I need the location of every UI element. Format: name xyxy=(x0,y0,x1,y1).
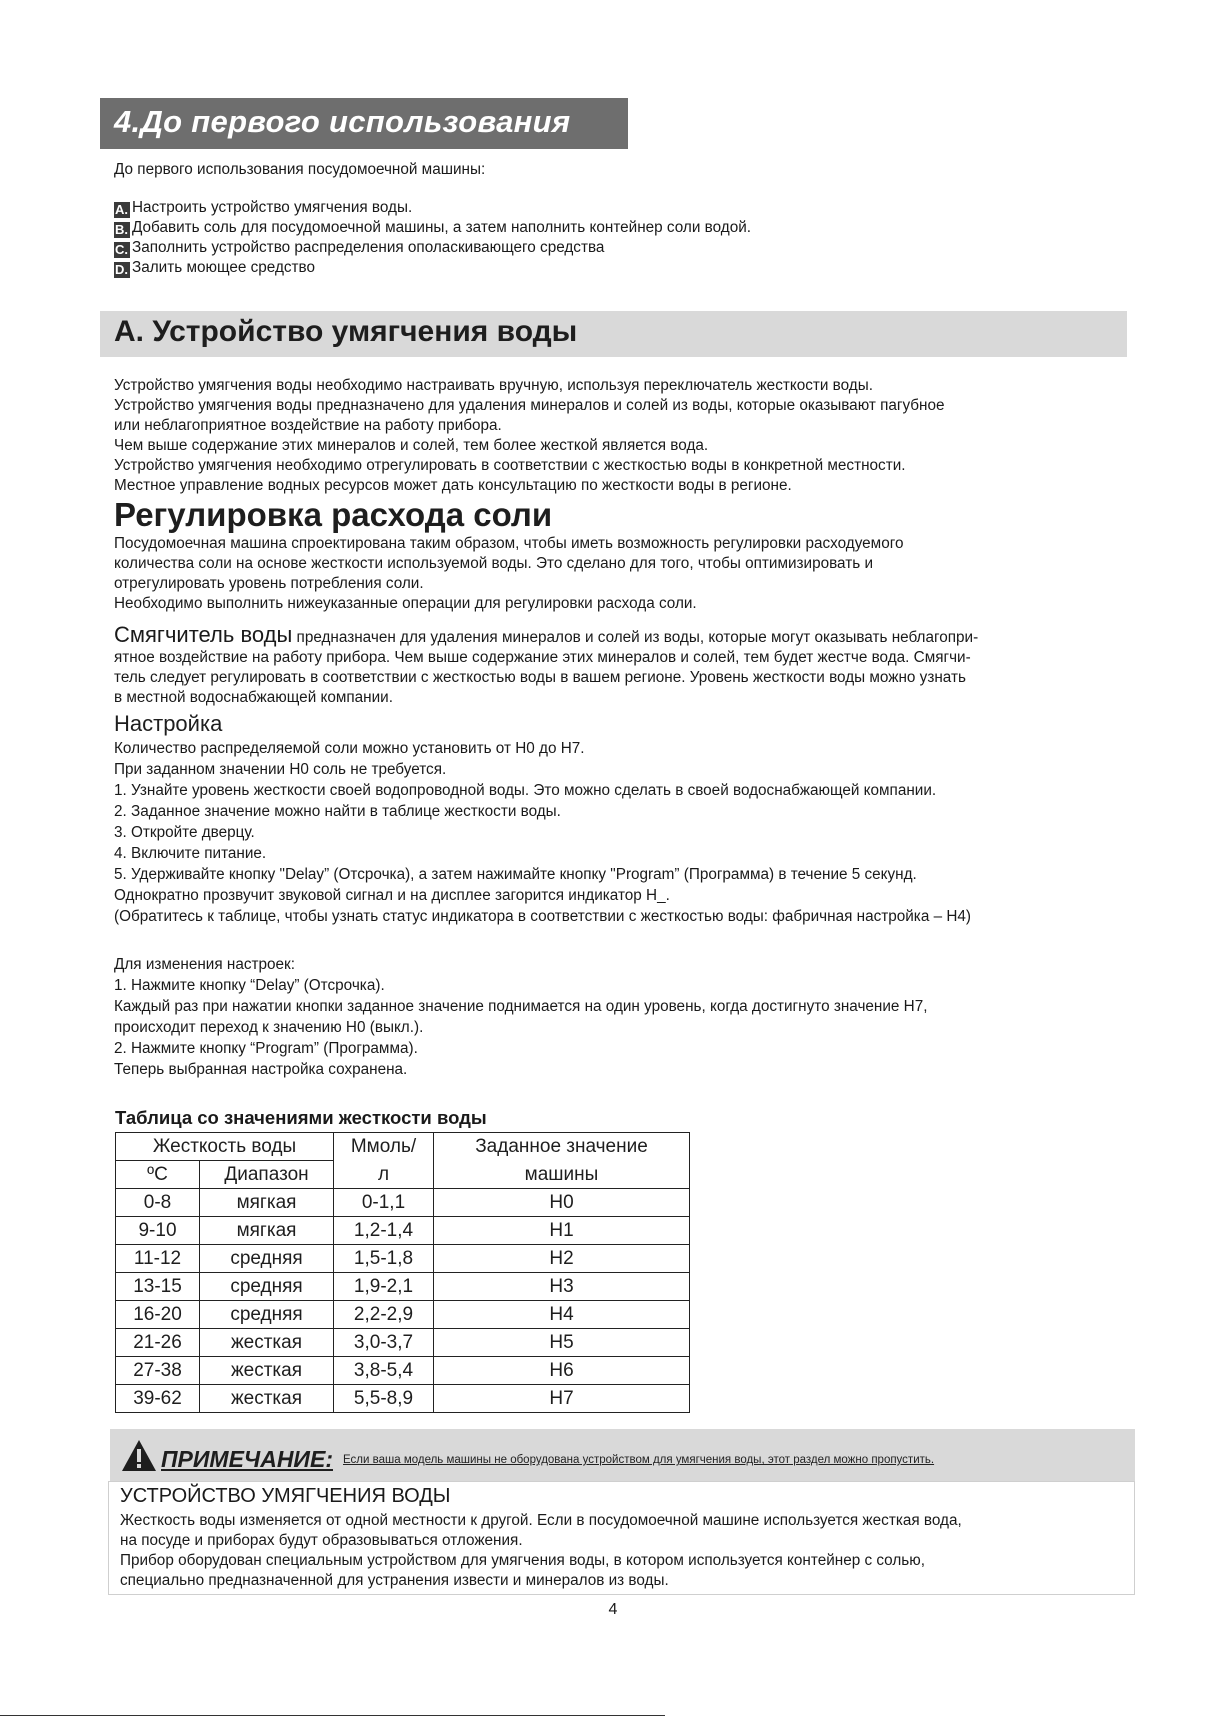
note-title: ПРИМЕЧАНИЕ: xyxy=(161,1446,333,1472)
setup-line: Однократно прозвучит звуковой сигнал и на дисплее загорится индикатор H_. xyxy=(114,887,670,904)
cell-degrees: 27-38 xyxy=(116,1357,200,1385)
bottom-rule xyxy=(0,1715,665,1716)
step-a xyxy=(114,198,412,218)
cell-mmol: 1,2-1,4 xyxy=(334,1217,434,1245)
softener-line: тель следует регулировать в соответствии с жесткостью воды в вашем регионе. Уровень жесткости воды можно узнать xyxy=(114,669,966,686)
softener-box-title: УСТРОЙСТВО УМЯГЧЕНИЯ ВОДЫ xyxy=(120,1485,451,1507)
change-line: Каждый раз при нажатии кнопки заданное значение поднимается на один уровень, когда достигнуто значение H7, xyxy=(114,998,928,1015)
cell-mmol: 0-1,1 xyxy=(334,1189,434,1217)
step-badge: B. xyxy=(115,222,128,237)
change-line: Теперь выбранная настройка сохранена. xyxy=(114,1061,408,1078)
table-row xyxy=(116,1189,690,1217)
softener-line: предназначен для удаления минералов и солей из воды, которые могут оказывать неблагопри- xyxy=(292,629,979,646)
header-degrees: ºC xyxy=(116,1161,200,1189)
cell-range: жесткая xyxy=(200,1385,334,1413)
softener-box-line: Жесткость воды изменяется от одной местности к другой. Если в посудомоечной машине используется жесткая вода, xyxy=(120,1512,962,1529)
cell-range: мягкая xyxy=(200,1189,334,1217)
table-row xyxy=(116,1301,690,1329)
setup-line: 4. Включите питание. xyxy=(114,845,267,862)
salt-line: Посудомоечная машина спроектирована таким образом, чтобы иметь возможность регулировки расходуемого xyxy=(114,535,904,552)
header-mmol-top: Ммоль/ xyxy=(334,1133,434,1161)
softener-box-line: специально предназначенной для устранения извести и минералов из воды. xyxy=(120,1572,669,1589)
cell-degrees: 9-10 xyxy=(116,1217,200,1245)
cell-mmol: 1,9-2,1 xyxy=(334,1273,434,1301)
cell-mmol: 5,5-8,9 xyxy=(334,1385,434,1413)
cell-setting: H7 xyxy=(434,1385,690,1413)
cell-mmol: 2,2-2,9 xyxy=(334,1301,434,1329)
cell-degrees: 16-20 xyxy=(116,1301,200,1329)
setup-line: (Обратитесь к таблице, чтобы узнать статус индикатора в соответствии с жесткостью воды: фабричная настройка – H4) xyxy=(114,908,971,925)
salt-heading: Регулировка расхода соли xyxy=(114,496,553,533)
change-line: происходит переход к значению H0 (выкл.). xyxy=(114,1019,424,1036)
setup-line: При заданном значении H0 соль не требуется. xyxy=(114,761,447,778)
cell-mmol: 3,8-5,4 xyxy=(334,1357,434,1385)
softener-box-line: на посуде и приборах будут образовываться отложения. xyxy=(120,1532,523,1549)
note-banner xyxy=(110,1429,1135,1481)
step-c xyxy=(114,238,604,258)
setup-line: 3. Откройте дверцу. xyxy=(114,824,255,841)
cell-mmol: 3,0-3,7 xyxy=(334,1329,434,1357)
softener-box-line: Прибор оборудован специальным устройством для умягчения воды, в котором используется контейнер с солью, xyxy=(120,1552,925,1569)
step-text: Залить моющее средство xyxy=(132,259,315,276)
cell-setting: H5 xyxy=(434,1329,690,1357)
table-title: Таблица со значениями жесткости воды xyxy=(115,1107,487,1128)
softener-line: ятное воздействие на работу прибора. Чем выше содержание этих минералов и солей, тем будет жестче вода. Смягчи- xyxy=(114,649,971,666)
section-a-line: Устройство умягчения воды предназначено для удаления минералов и солей из воды, которые оказывают пагубное xyxy=(114,397,945,414)
table-row xyxy=(116,1217,690,1245)
header-hardness: Жесткость воды xyxy=(116,1133,334,1161)
hardness-table xyxy=(115,1132,690,1413)
section-header-title: 4.До первого использования xyxy=(114,104,571,139)
change-line: Для изменения настроек: xyxy=(114,956,295,973)
change-line: 1. Нажмите кнопку “Delay” (Отсрочка). xyxy=(114,977,385,994)
softener-intro xyxy=(114,622,978,651)
cell-setting: H1 xyxy=(434,1217,690,1245)
section-a-line: Чем выше содержание этих минералов и солей, тем более жесткой является вода. xyxy=(114,437,709,454)
setup-heading: Настройка xyxy=(114,711,223,736)
salt-line: Необходимо выполнить нижеуказанные операции для регулировки расхода соли. xyxy=(114,595,697,612)
table-row xyxy=(116,1385,690,1413)
section-a-line: Местное управление водных ресурсов может дать консультацию по жесткости воды в регионе. xyxy=(114,477,792,494)
step-text: Заполнить устройство распределения ополаскивающего средства xyxy=(132,239,605,256)
table-row xyxy=(116,1357,690,1385)
section-a-line: Устройство умягчения необходимо отрегулировать в соответствии с жесткостью воды в конкретной местности. xyxy=(114,457,906,474)
cell-mmol: 1,5-1,8 xyxy=(334,1245,434,1273)
setup-line: 1. Узнайте уровень жесткости своей водопроводной воды. Это можно сделать в своей водоснабжающей компании. xyxy=(114,782,937,799)
intro-text: До первого использования посудомоечной машины: xyxy=(114,161,486,178)
header-setting-top: Заданное значение xyxy=(434,1133,690,1161)
warning-triangle-icon xyxy=(121,1439,157,1472)
section-a-title: A. Устройство умягчения воды xyxy=(114,315,578,348)
section-a-line: Устройство умягчения воды необходимо настраивать вручную, используя переключатель жесткости воды. xyxy=(114,377,873,394)
cell-range: средняя xyxy=(200,1301,334,1329)
header-range: Диапазон xyxy=(200,1161,334,1189)
cell-setting: H3 xyxy=(434,1273,690,1301)
step-badge: A. xyxy=(115,202,128,217)
header-setting-bottom: машины xyxy=(434,1161,690,1189)
softener-box xyxy=(108,1481,1135,1595)
note-text: Если ваша модель машины не оборудована устройством для умягчения воды, этот раздел можно пропустить. xyxy=(343,1454,935,1466)
cell-range: жесткая xyxy=(200,1329,334,1357)
table-row xyxy=(116,1245,690,1273)
page-number: 4 xyxy=(608,1601,618,1618)
salt-line: отрегулировать уровень потребления соли. xyxy=(114,575,424,592)
step-badge: C. xyxy=(115,242,128,257)
cell-range: средняя xyxy=(200,1273,334,1301)
setup-line: 2. Заданное значение можно найти в таблице жесткости воды. xyxy=(114,803,561,820)
table-row xyxy=(116,1329,690,1357)
setup-line: 5. Удерживайте кнопку "Delay” (Отсрочка), а затем нажимайте кнопку "Program” (Программа) в течение 5 секунд. xyxy=(114,866,917,883)
cell-range: мягкая xyxy=(200,1217,334,1245)
cell-degrees: 0-8 xyxy=(116,1189,200,1217)
table-header-row xyxy=(116,1133,690,1161)
softener-line: в местной водоснабжающей компании. xyxy=(114,689,393,706)
setup-line: Количество распределяемой соли можно установить от H0 до H7. xyxy=(114,740,585,757)
cell-degrees: 11-12 xyxy=(116,1245,200,1273)
cell-degrees: 39-62 xyxy=(116,1385,200,1413)
step-text: Настроить устройство умягчения воды. xyxy=(132,199,413,216)
cell-setting: H0 xyxy=(434,1189,690,1217)
cell-degrees: 21-26 xyxy=(116,1329,200,1357)
section-a-header xyxy=(100,311,1127,357)
softener-lead: Смягчитель воды xyxy=(114,622,293,647)
cell-degrees: 13-15 xyxy=(116,1273,200,1301)
step-badge: D. xyxy=(115,262,128,277)
salt-line: количества соли на основе жесткости используемой воды. Это сделано для того, чтобы оптимизировать и xyxy=(114,555,874,572)
cell-setting: H2 xyxy=(434,1245,690,1273)
section-a-line: или неблагоприятное воздействие на работу прибора. xyxy=(114,417,502,434)
section-header xyxy=(100,98,628,149)
header-mmol-bottom: л xyxy=(334,1161,434,1189)
cell-range: средняя xyxy=(200,1245,334,1273)
table-row xyxy=(116,1273,690,1301)
step-b xyxy=(114,218,751,238)
cell-setting: H6 xyxy=(434,1357,690,1385)
step-d xyxy=(114,258,315,278)
table-subheader-row xyxy=(116,1161,690,1189)
step-text: Добавить соль для посудомоечной машины, а затем наполнить контейнер соли водой. xyxy=(132,219,752,236)
cell-setting: H4 xyxy=(434,1301,690,1329)
cell-range: жесткая xyxy=(200,1357,334,1385)
change-line: 2. Нажмите кнопку “Program” (Программа). xyxy=(114,1040,418,1057)
